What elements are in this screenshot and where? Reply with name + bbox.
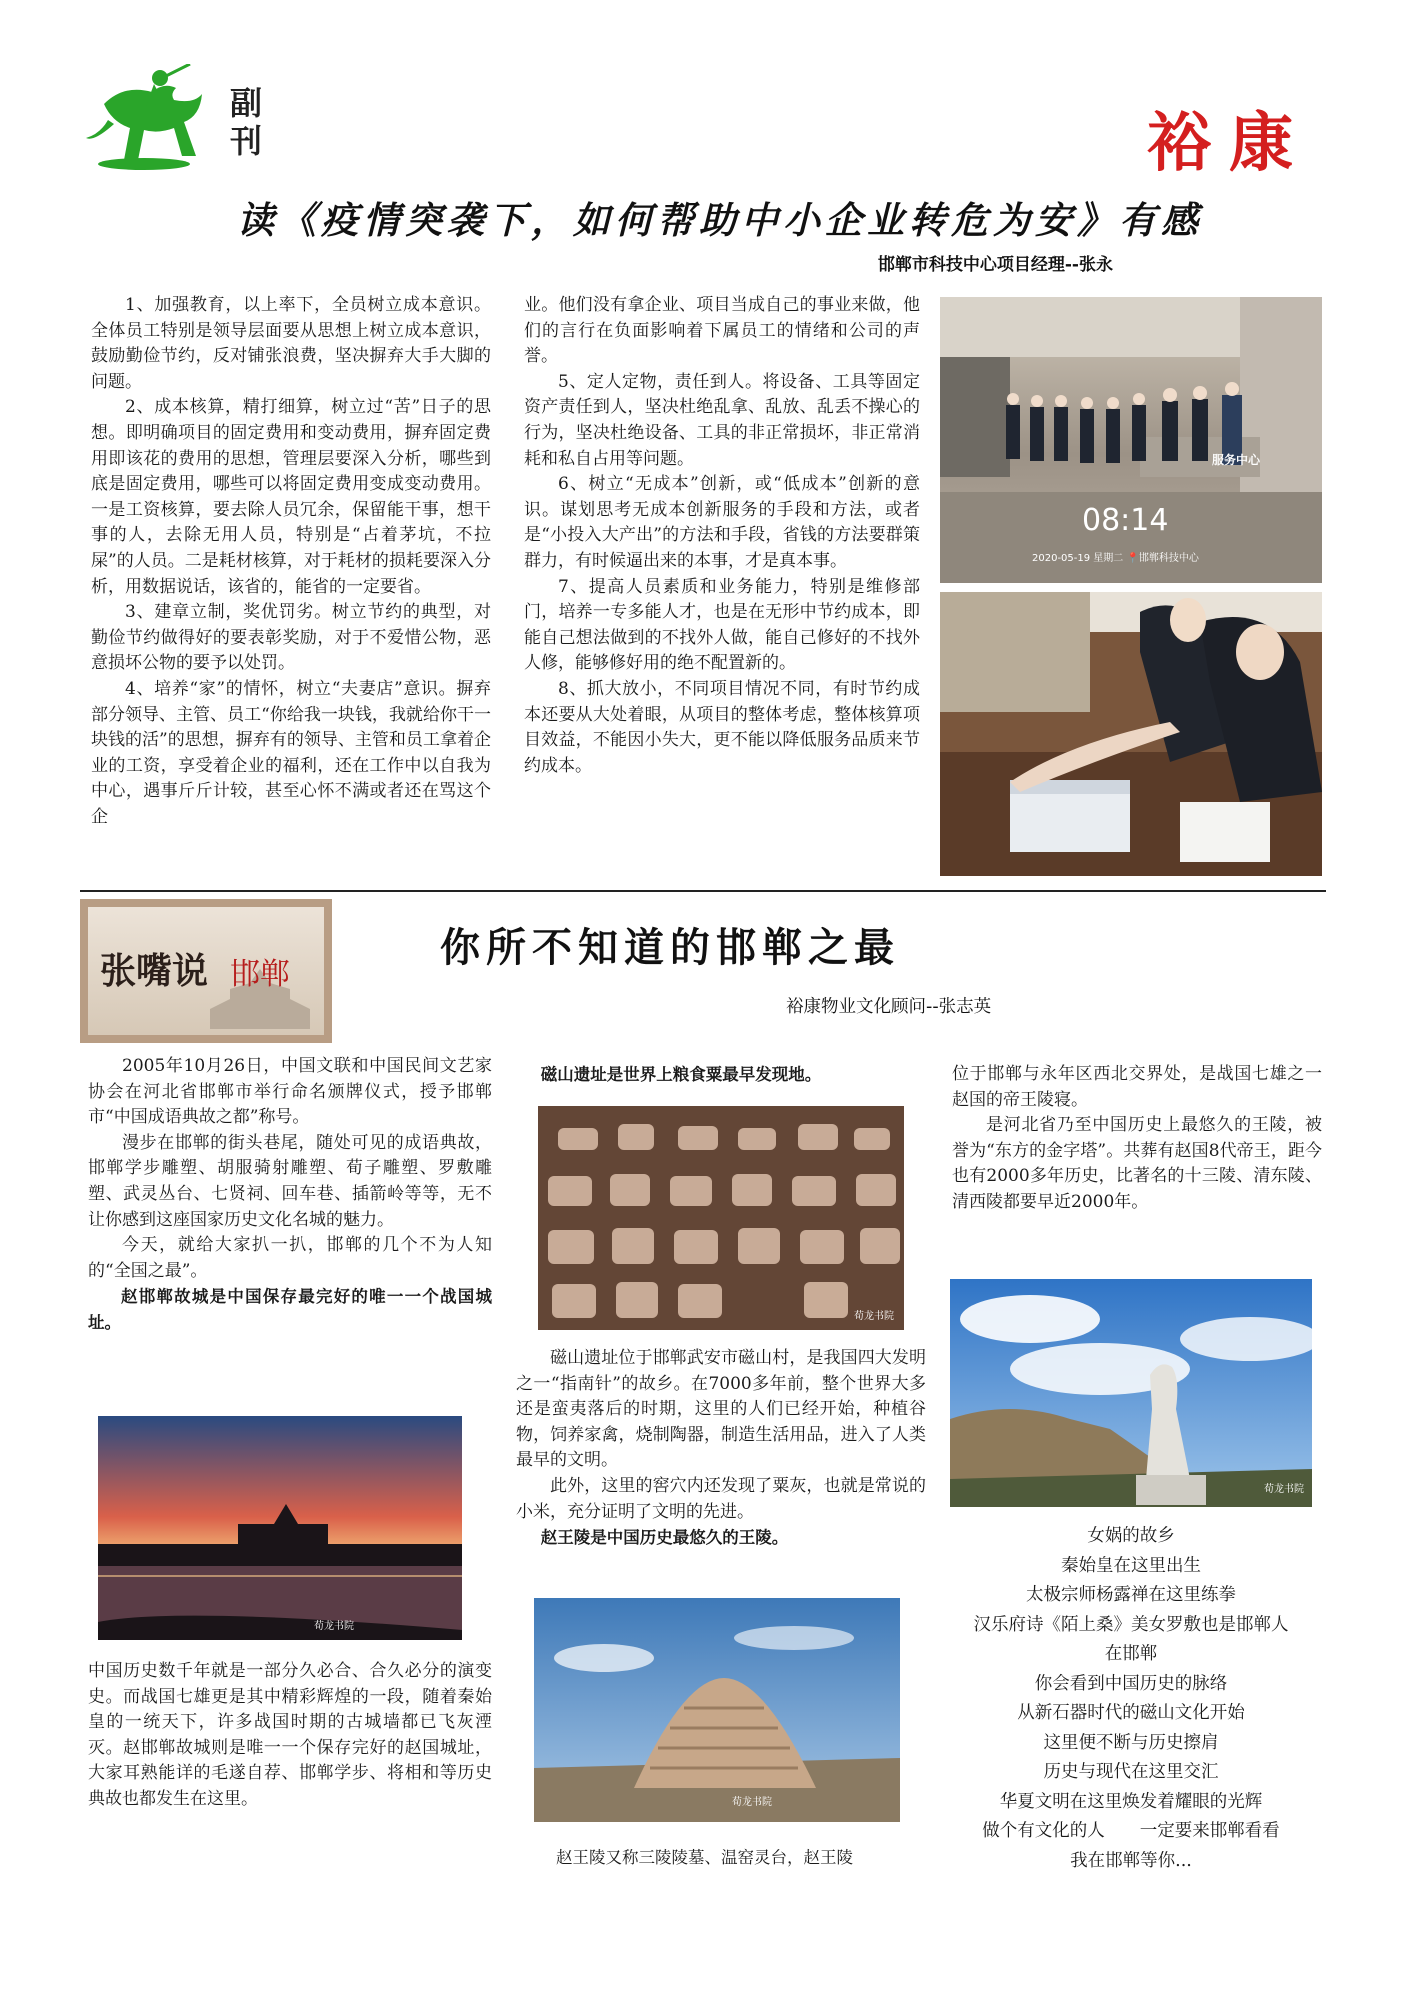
column-logo-text-1: 张嘴说: [100, 950, 209, 992]
article2-paragraph: 2005年10月26日，中国文联和中国民间文艺家协会在河北省邯郸市举行命名颁牌仪式，授予邯郸市“中国成语典故之都”称号。: [88, 1056, 492, 1128]
section-label-char-1: 副: [230, 84, 263, 122]
article1-paragraph: 5、定人定物，责任到人。将设备、工具等固定资产责任到人，坚决杜绝乱拿、乱放、乱丢不操心的行为，坚决杜绝设备、工具的非正常损坏，非正常消耗和私自占用等问题。: [524, 371, 920, 469]
poem-line: 汉乐府诗《陌上桑》美女罗敷也是邯郸人: [973, 1614, 1289, 1635]
photo-sign-text: 服务中心: [1212, 453, 1261, 467]
article2-column-2-heading: [516, 1062, 926, 1088]
photo-date-location: 2020-05-19 星期二 📍邯郸科技中心: [1032, 553, 1199, 564]
zhao-handan-city-photo: [98, 1416, 462, 1640]
poem-line: 你会看到中国历史的脉络: [1034, 1673, 1228, 1694]
article2-byline: 裕康物业文化顾问--张志英: [786, 997, 992, 1017]
article1-paragraph: 6、树立“无成本”创新，或“低成本”创新的意识。谋划思考无成本创新服务的手段和方法，或者是“小投入大产出”的方法和手段，省钱的方法要群策群力，有时候逼出来的本事，才是真本事。: [524, 474, 920, 571]
poem-line: 做个有文化的人 一定要来邯郸看看: [982, 1821, 1280, 1841]
horse-rider-logo-icon: [84, 64, 224, 176]
article1-paragraph: 1、加强教育，以上率下，全员树立成本意识。全体员工特别是领导层面要从思想上树立成本意识，鼓励勤俭节约，反对铺张浪费，坚决摒弃大手大脚的问题。: [91, 295, 491, 392]
zhao-king-tomb-photo: [534, 1598, 900, 1822]
article1-column-2: [524, 293, 920, 779]
poem-line: 秦始皇在这里出生: [1061, 1555, 1201, 1576]
poem-line: 我在邯郸等你...: [1070, 1850, 1192, 1871]
article1-paragraph: 4、培养“家”的情怀，树立“夫妻店”意识。摒弃部分领导、主管、员工“你给我一块钱，我就给你干一块钱的活”的思想，摒弃有的领导、主管和员工拿着企业的工资，享受着企业的福利，还在工作中以自我为中心，遇事斤斤计较，甚至心怀不满或者还在骂这个企: [91, 678, 491, 827]
article1-paragraph: 3、建章立制，奖优罚劣。树立节约的典型，对勤俭节约做得好的要表彰奖励，对于不爱惜公物，恶意损坏公物的要予以处罚。: [91, 602, 491, 674]
article2-column-1-bottom: [88, 1659, 492, 1813]
article2-subheading: 赵邯郸故城是中国保存最完好的唯一一个战国城址。: [88, 1287, 492, 1332]
article1-paragraph: 2、成本核算，精打细算，树立过“苦”日子的思想。即明确项目的固定费用和变动费用，摒弃固定费用即该花的费用的思想，管理层要深入分析，哪些到底是固定费用，哪些可以将固定费用变成变动费用。一是工资核算，要去除人员冗余，保留能干事，想干事的人，去除无用人员，特别是“占着茅坑，不拉屎”的人员。二是耗材核算，对于耗材的损耗要深入分析，用数据说话，该省的，能省的一定要省。: [91, 397, 491, 597]
article1-byline: 邯郸市科技中心项目经理--张永: [877, 255, 1113, 275]
poem-line: 华夏文明在这里焕发着耀眼的光辉: [999, 1791, 1263, 1812]
article2-title: 你所不知道的邯郸之最: [440, 924, 900, 971]
article2-paragraph: 是河北省乃至中国历史上最悠久的王陵，被誉为“东方的金字塔”。共葬有赵国8代帝王，距今也有2000多年历史，比著名的十三陵、清东陵、清西陵都要早近2000年。: [952, 1115, 1322, 1212]
tomb-photo-caption: 赵王陵又称三陵陵墓、温窑灵台，赵王陵: [556, 1848, 853, 1867]
photo-watermark: 荀龙书院: [854, 1311, 894, 1322]
article1-paragraph: 7、提高人员素质和业务能力，特别是维修部门，培养一专多能人才，也是在无形中节约成本，即能自己想法做到的不找外人做，能自己修好的不找外人修，能够修好用的绝不配置新的。: [524, 576, 920, 674]
poem-line: 在邯郸: [1104, 1644, 1158, 1664]
article2-subheading: 赵王陵是中国历史最悠久的王陵。: [540, 1528, 789, 1548]
article2-paragraph: 位于邯郸与永年区西北交界处，是战国七雄之一赵国的帝王陵寝。: [952, 1064, 1322, 1110]
photo-time-stamp: 08:14: [1082, 503, 1169, 538]
article2-column-1: [88, 1054, 492, 1336]
article1-column-1: [91, 293, 491, 830]
article2-paragraph: 今天，就给大家扒一扒，邯郸的几个不为人知的“全国之最”。: [88, 1235, 492, 1281]
photo-watermark: 荀龙书院: [314, 1621, 354, 1632]
article1-paragraph: 8、抓大放小，不同项目情况不同，有时节约成本还要从大处着眼，从项目的整体考虑，整体核算项目效益，不能因小失大，更不能以降低服务品质来节约成本。: [524, 678, 920, 776]
column-logo-zhang-zui-shuo: [80, 899, 332, 1043]
article2-paragraph: 此外，这里的窖穴内还发现了粟灰，也就是常说的小米，充分证明了文明的先进。: [516, 1475, 926, 1522]
brand-title: 裕康: [1147, 106, 1311, 181]
column-logo-text-2: 邯郸: [230, 957, 290, 992]
section-label: [230, 84, 270, 160]
nuwa-statue-photo: [950, 1279, 1312, 1507]
photo-watermark: 荀龙书院: [732, 1797, 772, 1808]
article1-paragraph: 业。他们没有拿企业、项目当成自己的事业来做，他们的言行在负面影响着下属员工的情绪和公司的声誉。: [524, 295, 920, 367]
poem-line: 太极宗师杨露禅在这里练拳: [1026, 1585, 1236, 1605]
article2-paragraph: 漫步在邯郸的街头巷尾，随处可见的成语典故，邯郸学步雕塑、胡服骑射雕塑、荀子雕塑、罗敷雕塑、武灵丛台、七贤祠、回车巷、插箭岭等等，无不让你感到这座国家历史文化名城的魅力。: [88, 1132, 492, 1230]
section-divider: [80, 890, 1326, 892]
document-inspection-photo: [940, 592, 1322, 876]
photo-watermark: 荀龙书院: [1264, 1484, 1304, 1495]
closing-poem: [950, 1522, 1312, 1876]
article2-column-3: [952, 1062, 1322, 1216]
poem-line: 历史与现代在这里交汇: [1043, 1762, 1219, 1782]
cishan-inscription-photo: [538, 1106, 904, 1330]
article2-paragraph: 中国历史数千年就是一部分久必合、合久必分的演变史。而战国七雄更是其中精彩辉煌的一段，随着秦始皇的一统天下，许多战国时期的古城墙都已飞灰湮灭。赵邯郸故城则是唯一一个保存完好的赵国城址，大家耳熟能详的毛遂自荐、邯郸学步、将相和等历史典故也都发生在这里。: [88, 1661, 492, 1809]
staff-lineup-photo: [940, 297, 1322, 583]
masthead-logo: [84, 64, 224, 176]
article2-paragraph: 磁山遗址位于邯郸武安市磁山村，是我国四大发明之一“指南针”的故乡。在7000多年前，整个世界大多还是蛮夷落后的时期，这里的人们已经开始，种植谷物，饲养家禽，烧制陶器，制造生活用品，进入了人类最早的文明。: [516, 1348, 926, 1471]
section-label-char-2: 刊: [230, 122, 263, 160]
poem-line: 女娲的故乡: [1087, 1526, 1175, 1546]
poem-line: 这里便不断与历史擦肩: [1043, 1732, 1219, 1753]
article2-column-2: [516, 1346, 926, 1551]
article1-title: 读《疫情突袭下，如何帮助中小企业转危为安》有感: [237, 198, 1203, 242]
poem-line: 从新石器时代的磁山文化开始: [1017, 1703, 1245, 1723]
article2-subheading: 磁山遗址是世界上粮食粟最早发现地。: [540, 1065, 822, 1084]
